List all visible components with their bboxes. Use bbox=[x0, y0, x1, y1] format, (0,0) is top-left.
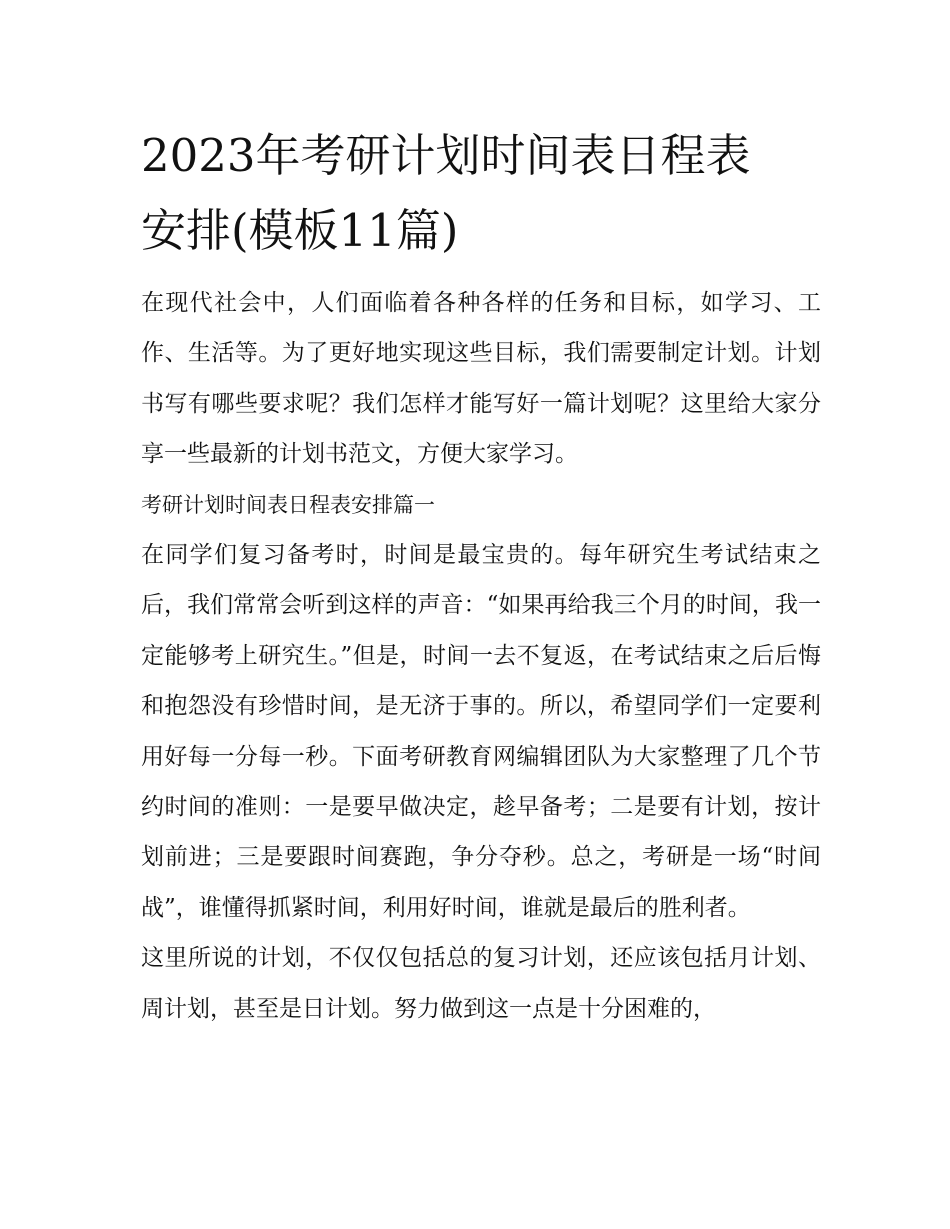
body-paragraph-1: 在同学们复习备考时，时间是最宝贵的。每年研究生考试结束之后，我们常常会听到这样的声音：“如果再给我三个月的时间，我一定能够考上研究生。”但是，时间一去不复返，在考试结束之后后悔和抱怨没有珍惜时间，是无济于事的。所以，希望同学们一定要利用好每一分每一秒。下面考研教育网编辑团队为大家整理了几个节约时间的准则：一是要早做决定，趁早备考；二是要有计划，按计划前进；三是要跟时间赛跑，争分夺秒。总之，考研是一场“时间战”，谁懂得抓紧时间，利用好时间，谁就是最后的胜利者。 bbox=[141, 542, 821, 921]
title-line-1: 2023年考研计划时间表日程表 bbox=[141, 129, 751, 182]
section-heading: 考研计划时间表日程表安排篇一 bbox=[141, 492, 435, 517]
document-content bbox=[141, 118, 821, 1034]
title-line-2: 安排(模板11篇) bbox=[141, 204, 459, 257]
body-paragraph-2: 这里所说的计划，不仅仅包括总的复习计划，还应该包括月计划、周计划，甚至是日计划。努力做到这一点是十分困难的， bbox=[141, 945, 821, 1022]
intro-paragraph: 在现代社会中，人们面临着各种各样的任务和目标，如学习、工作、生活等。为了更好地实现这些目标，我们需要制定计划。计划书写有哪些要求呢？我们怎样才能写好一篇计划呢？这里给大家分享一些最新的计划书范文，方便大家学习。 bbox=[141, 290, 821, 468]
document-title bbox=[141, 118, 821, 268]
